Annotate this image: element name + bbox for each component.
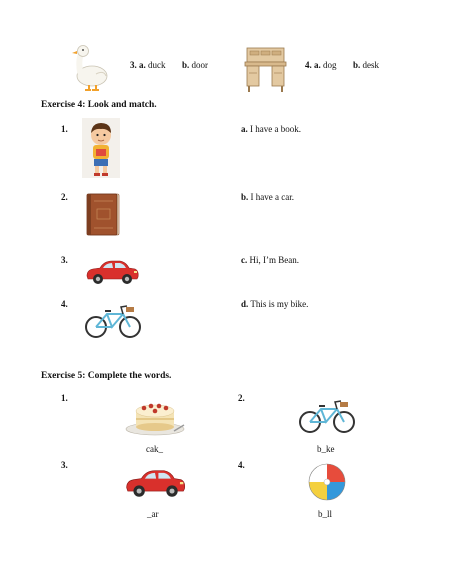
ex5-number-4: 4. xyxy=(238,460,245,470)
ex5-word-4: b_ll xyxy=(318,509,333,519)
ex5-word-2: b_ke xyxy=(317,444,335,454)
sentence-a-text: I have a book. xyxy=(250,124,301,134)
boy-icon xyxy=(82,118,120,178)
ex5-word-3: _ar xyxy=(147,509,159,519)
q3-b-label: b. xyxy=(182,60,190,70)
exercise5-title: Exercise 5: Complete the words. xyxy=(41,371,172,381)
sentence-b-letter: b. xyxy=(241,192,249,202)
cake-icon xyxy=(124,393,186,437)
q3-a-text: duck xyxy=(148,60,166,70)
sentence-c-letter: c. xyxy=(241,255,248,265)
ex5-number-1: 1. xyxy=(61,393,68,403)
desk-icon xyxy=(243,46,288,94)
q3-options xyxy=(130,60,208,71)
bike-icon xyxy=(83,302,143,340)
sentence-a-letter: a. xyxy=(241,124,248,134)
ex4-number-1: 1. xyxy=(61,124,68,134)
sentence-b-text: I have a car. xyxy=(250,192,294,202)
bike-icon xyxy=(298,398,356,434)
ex4-number-4: 4. xyxy=(61,299,68,309)
q4-number: 4. xyxy=(305,60,312,70)
book-icon xyxy=(85,193,121,237)
q4-a-label: a. xyxy=(314,60,321,70)
exercise4-title: Exercise 4: Look and match. xyxy=(41,100,157,110)
q3-b-text: door xyxy=(191,60,209,70)
ex5-number-2: 2. xyxy=(238,393,245,403)
duck-icon xyxy=(70,42,110,92)
sentence-d xyxy=(241,299,308,310)
q4-b-text: desk xyxy=(362,60,380,70)
q4-options xyxy=(305,60,379,71)
sentence-c xyxy=(241,255,299,266)
q3-number: 3. xyxy=(130,60,137,70)
sentence-d-letter: d. xyxy=(241,299,249,309)
ex4-number-3: 3. xyxy=(61,255,68,265)
car-icon xyxy=(122,465,188,499)
q4-b-label: b. xyxy=(353,60,361,70)
ex5-word-1: cak_ xyxy=(146,444,163,454)
ex4-number-2: 2. xyxy=(61,192,68,202)
sentence-a xyxy=(241,124,301,135)
ex5-number-3: 3. xyxy=(61,460,68,470)
q3-a-label: a. xyxy=(139,60,146,70)
sentence-c-text: Hi, I’m Bean. xyxy=(249,255,299,265)
ball-icon xyxy=(307,462,347,502)
sentence-d-text: This is my bike. xyxy=(250,299,309,309)
car-icon xyxy=(84,256,140,286)
sentence-b xyxy=(241,192,294,203)
q4-a-text: dog xyxy=(323,60,337,70)
